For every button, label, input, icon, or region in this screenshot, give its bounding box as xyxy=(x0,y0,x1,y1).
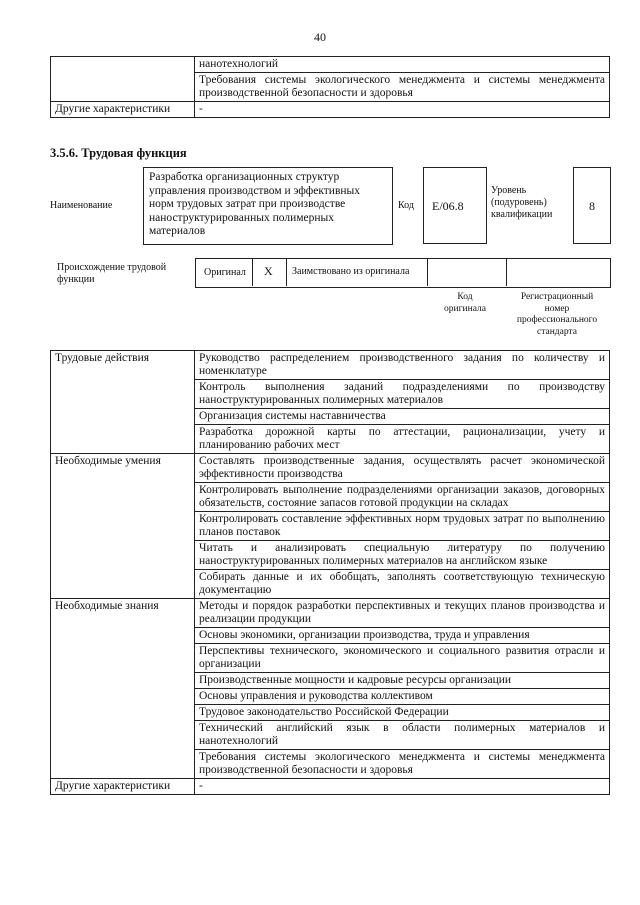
original-label: Оригинал xyxy=(204,267,246,278)
table-cell: Собирать данные и их обобщать, заполнять соответствующую техническую документацию xyxy=(195,570,610,599)
table-cell: Основы экономики, организации производства, труда и управления xyxy=(195,628,610,644)
level-label: Уровень (подуровень) квалификации xyxy=(491,185,553,220)
table-row xyxy=(51,57,610,73)
table-row xyxy=(51,351,610,380)
table-cell: нанотехнологий xyxy=(195,57,610,73)
borrowed-cell xyxy=(287,258,428,286)
code-original-label: Код оригинала xyxy=(444,292,486,314)
section-heading: 3.5.6. Трудовая функция xyxy=(50,146,187,160)
table-row xyxy=(51,102,610,118)
table-cell: Основы управления и руководства коллективом xyxy=(195,689,610,705)
table-cell: Требования системы экологического менеджмента и системы менеджмента производственной безопасности и здоровья xyxy=(195,73,610,102)
borrowed-label: Заимствовано из оригинала xyxy=(292,266,410,277)
table-cell: Технический английский язык в области полимерных материалов и нанотехнологий xyxy=(195,721,610,750)
code-value-box xyxy=(423,167,487,244)
original-mark-cell xyxy=(253,258,287,286)
row-label: Необходимые знания xyxy=(51,599,195,779)
level-value-box xyxy=(573,167,611,244)
origin-label: Происхождение трудовой функции xyxy=(57,262,167,285)
table-cell: Составлять производственные задания, осуществлять расчет экономической эффективности производства xyxy=(195,454,610,483)
table-cell: Организация системы наставничества xyxy=(195,409,610,425)
table-cell: - xyxy=(195,102,610,118)
level-value: 8 xyxy=(589,199,595,213)
row-label: Необходимые умения xyxy=(51,454,195,599)
name-label: Наименование xyxy=(50,200,113,211)
main-table xyxy=(50,350,610,795)
code-label: Код xyxy=(398,200,414,211)
row-label: Трудовые действия xyxy=(51,351,195,454)
table-cell: - xyxy=(195,779,610,795)
table-cell: Контроль выполнения заданий подразделениями по производству наноструктурированных полимерных материалов xyxy=(195,380,610,409)
table-cell: Перспективы технического, экономического и социального развития отрасли и организации xyxy=(195,644,610,673)
table-cell: Разработка дорожной карты по аттестации, рационализации, учету и планированию рабочих мест xyxy=(195,425,610,454)
table-row xyxy=(51,599,610,628)
function-name-box: Разработка организационных структур управления производством и эффективных норм трудовых затрат при производстве наноструктурированных полимерных материалов xyxy=(143,167,393,245)
table-row xyxy=(51,779,610,795)
table-cell: Читать и анализировать специальную литературу по получению наноструктурированных полимерных материалов на английском языке xyxy=(195,541,610,570)
code-value: E/06.8 xyxy=(432,199,464,213)
row-label: Другие характеристики xyxy=(51,102,195,118)
reg-number-label: Регистрационный номер профессионального стандарта xyxy=(516,292,598,337)
table-cell: Производственные мощности и кадровые ресурсы организации xyxy=(195,673,610,689)
row-label xyxy=(51,57,195,102)
original-mark: X xyxy=(264,264,273,278)
table-cell: Методы и порядок разработки перспективных и текущих планов производства и реализации продукции xyxy=(195,599,610,628)
page-number: 40 xyxy=(314,30,326,44)
table-cell: Требования системы экологического менеджмента и системы менеджмента производственной безопасности и здоровья xyxy=(195,750,610,779)
table-cell: Контролировать выполнение подразделениями организации заказов, договорных обязательств, состояние запасов готовой продукции на складах xyxy=(195,483,610,512)
row-label: Другие характеристики xyxy=(51,779,195,795)
original-cell xyxy=(195,258,253,286)
table-cell: Трудовое законодательство Российской Федерации xyxy=(195,705,610,721)
table-cell: Контролировать составление эффективных норм трудовых затрат по выполнению планов поставок xyxy=(195,512,610,541)
top-table xyxy=(50,56,610,118)
table-cell: Руководство распределением производственного задания по количеству и номенклатуре xyxy=(195,351,610,380)
code-original-cell xyxy=(428,258,507,286)
table-row xyxy=(51,454,610,483)
